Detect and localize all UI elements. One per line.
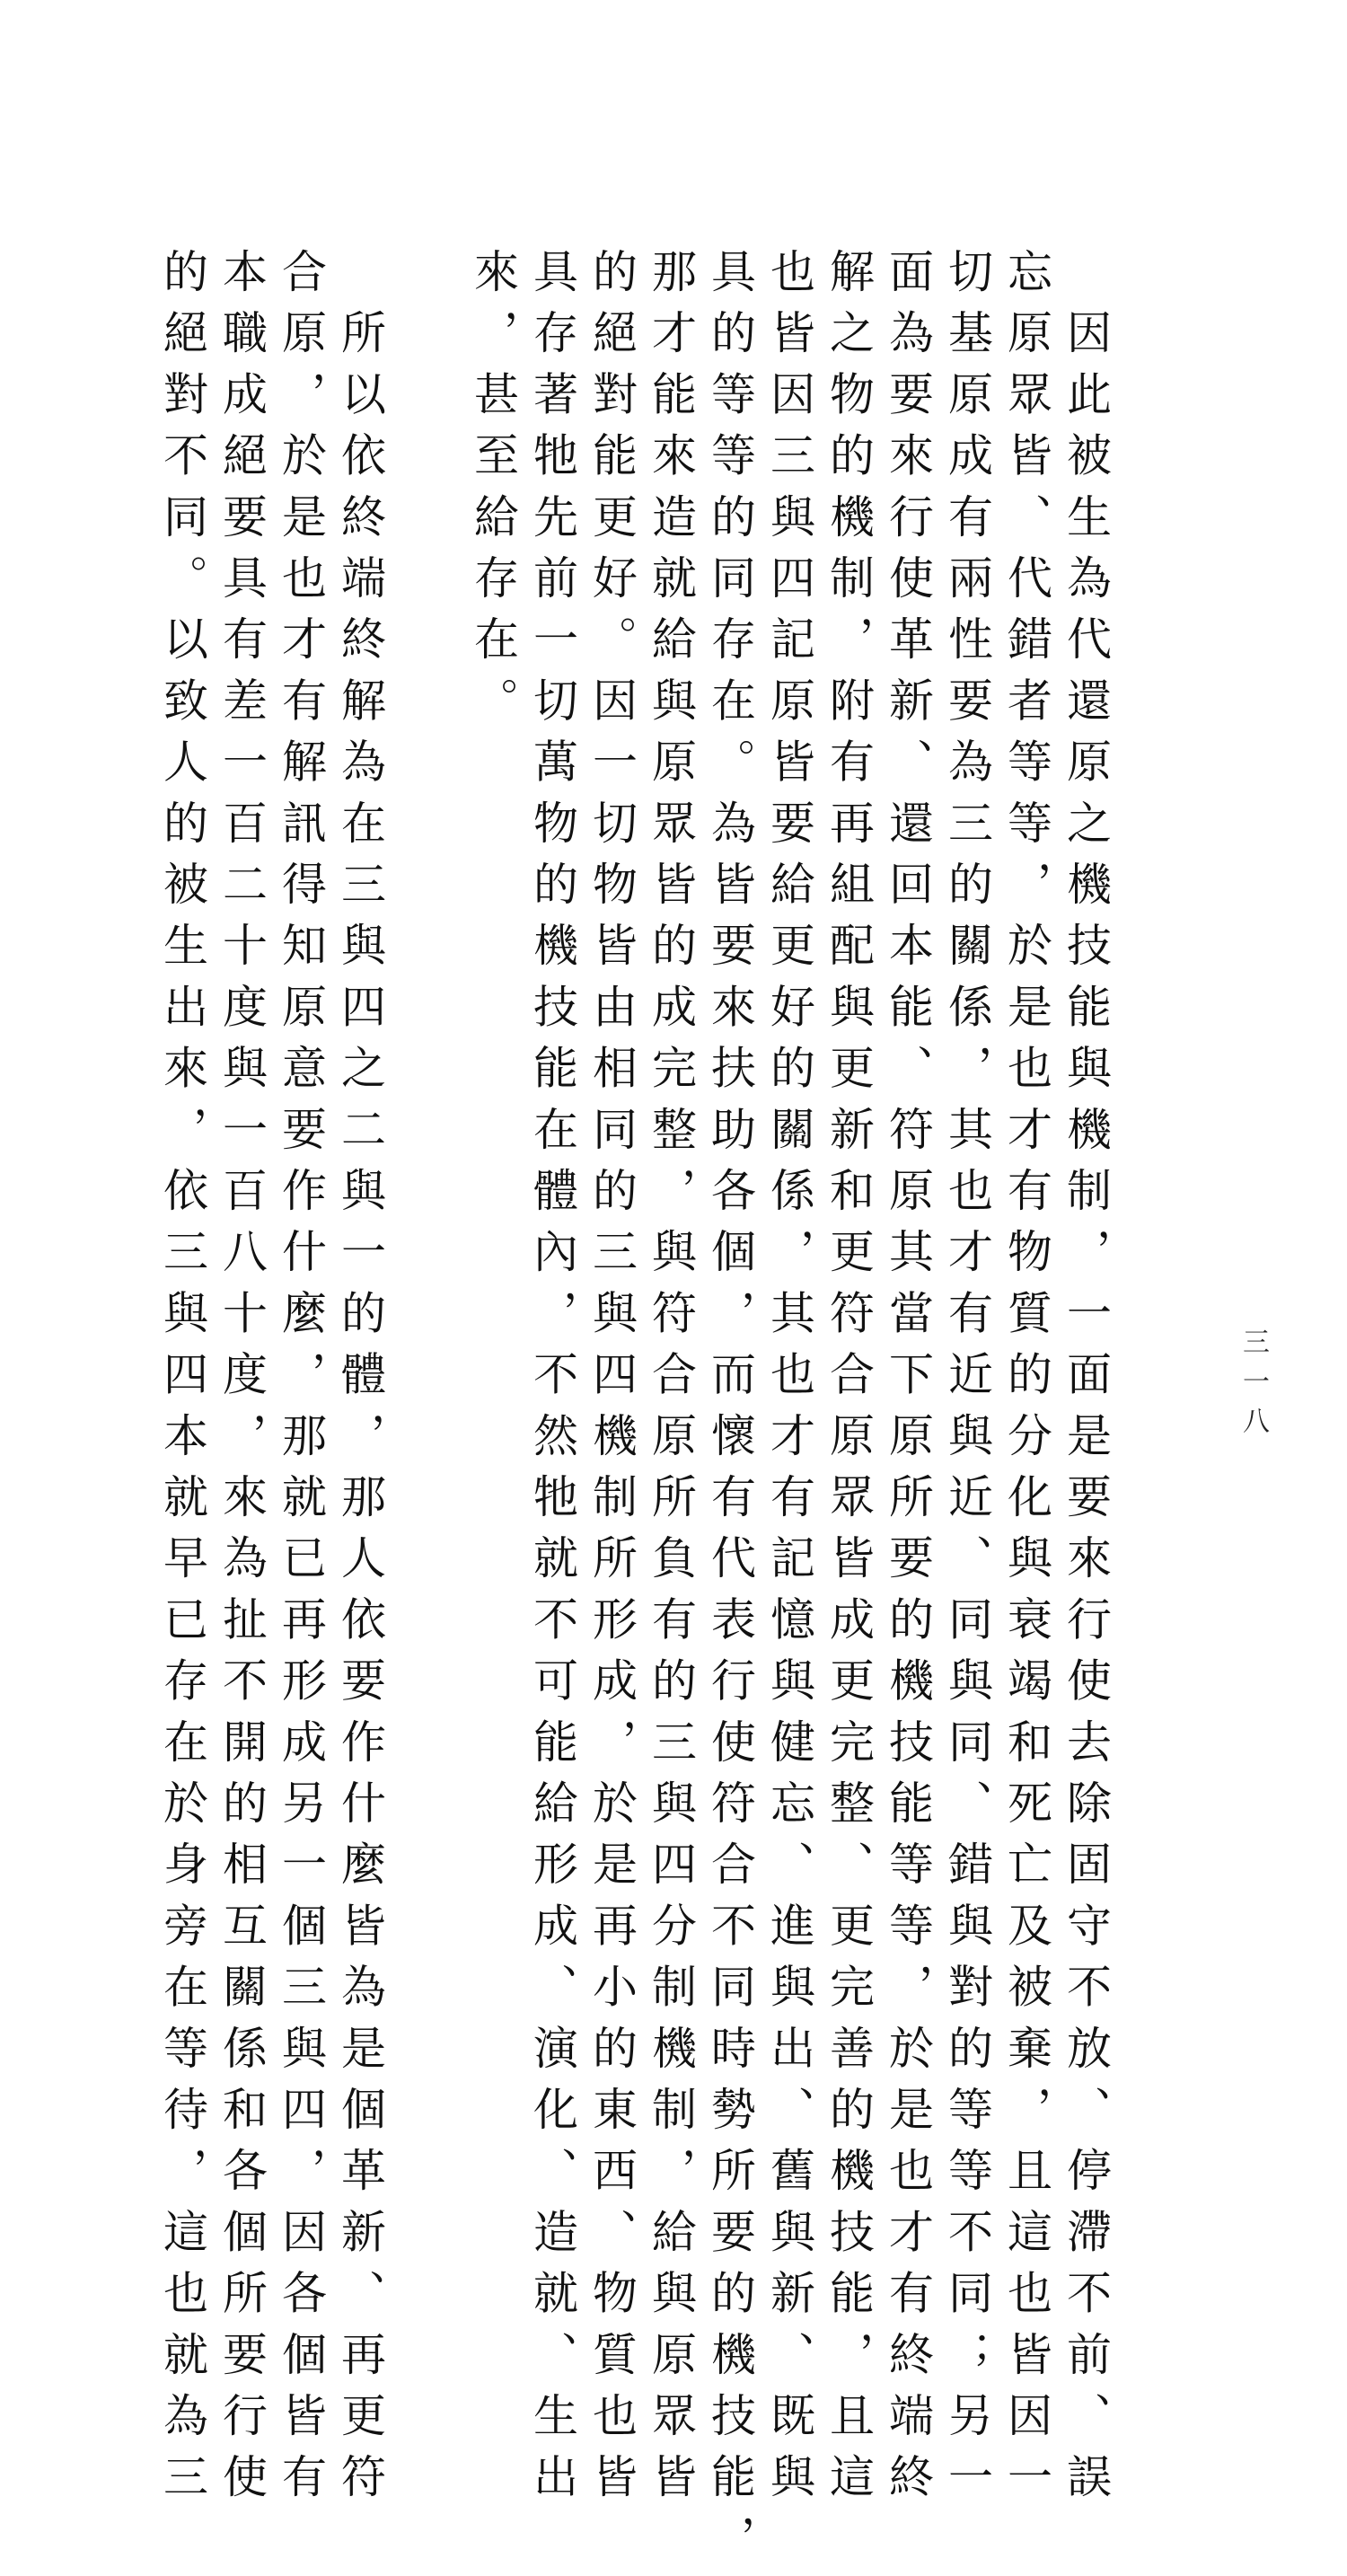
text-column: 的絕對不同。以致人的被生出來，依三與四本就早已存在於身旁在等待，這也就為三 bbox=[156, 248, 208, 2515]
text-column: 面為要來行使革新、還回本能、符原其當下原所要的機技能等等，於是也才有終端終 bbox=[882, 248, 934, 2515]
text-column: 的絕對能更好。因一切物皆由相同的三與四機制所形成，於是再小的東西、物質也皆 bbox=[585, 248, 638, 2515]
text-column: 具存著牠先前一切萬物的機技能在體內，不然牠就不可能給形成、演化、造就、生出 bbox=[526, 248, 578, 2515]
text-column: 所以依終端終解為在三與四之二與一的體，那人依要作什麼皆為是個革新、再更符 bbox=[334, 248, 386, 2515]
page-number: 三一八 bbox=[1237, 1328, 1269, 1446]
text-column: 本職成絕要具有差一百二十度與一百八十度，來為扯不開的相互關係和各個所要行使 bbox=[216, 248, 268, 2515]
text-column: 具的等等的同存在。為皆要來扶助各個，而懷有代表行使符合不同時勢所要的機技能， bbox=[704, 248, 756, 2576]
text-column: 因此被生為代還原之機技能與機制，一面是要來行使去除固守不放、停滯不前、誤 bbox=[1060, 248, 1112, 2515]
text-column: 忘原眾皆、代錯者等等，於是也才有物質的分化與衰竭和死亡及被棄，且這也皆因一 bbox=[1000, 248, 1052, 2515]
text-column: 來，甚至給存在。 bbox=[467, 248, 519, 738]
text-column: 合原，於是也才有解訊得知原意要作什麼，那就已再形成另一個三與四，因各個皆有 bbox=[275, 248, 327, 2515]
text-column: 也皆因三與四記原皆要給更好的關係，其也才有記憶與健忘、進與出、舊與新、既與 bbox=[763, 248, 815, 2515]
text-column: 切基原成有兩性要為三的關係，其也才有近與近、同與同、錯與對的等等不同；另一 bbox=[941, 248, 993, 2515]
text-column: 解之物的機制，附有再組配與更新和更符合原眾皆成更完整、更完善的機技能，且這 bbox=[823, 248, 875, 2515]
text-column: 那才能來造就給與原眾皆的成完整，與符合原所負有的三與四分制機制，給與原眾皆 bbox=[645, 248, 697, 2515]
